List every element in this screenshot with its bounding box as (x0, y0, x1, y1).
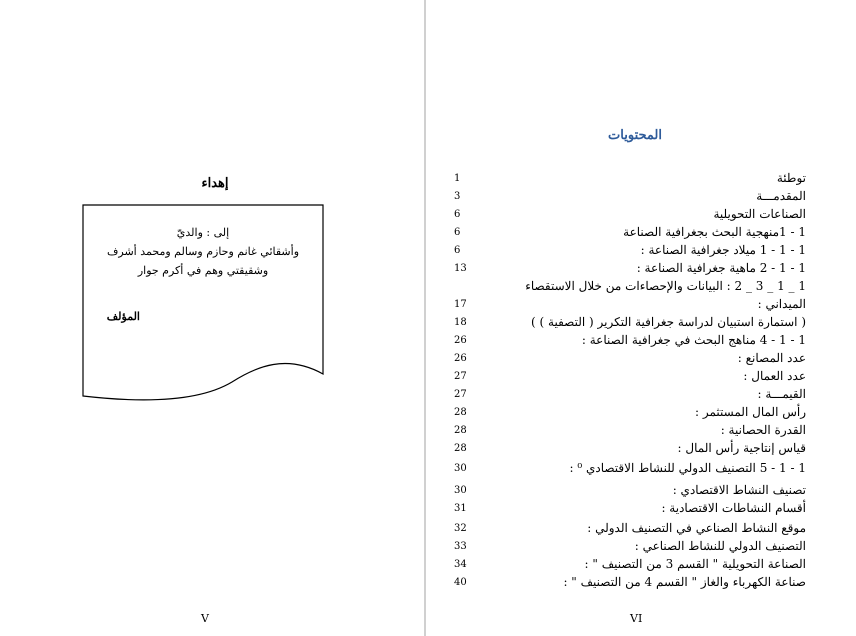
toc-entry (454, 482, 806, 500)
toc-entry (454, 538, 806, 556)
toc-entry (454, 422, 806, 440)
toc-page-number: 34 (454, 559, 467, 570)
toc-entry (454, 278, 806, 296)
toc-label: عدد العمال : (743, 369, 806, 383)
toc-page-number: 26 (454, 353, 467, 364)
toc-page-number: 17 (454, 299, 467, 310)
toc-entry (454, 332, 806, 350)
toc-page-number: 31 (454, 503, 467, 514)
toc-entry (454, 368, 806, 386)
toc-page-number: 28 (454, 425, 467, 436)
toc-page-number: 30 (454, 485, 467, 496)
dedication-author: المؤلف (106, 310, 140, 323)
toc-page-number: 26 (454, 335, 467, 346)
toc-label: توطئة (776, 171, 806, 185)
toc-page-number: 27 (454, 371, 467, 382)
toc-page-number: 18 (454, 317, 467, 328)
toc-page-number: 6 (454, 227, 461, 238)
toc-entry (454, 556, 806, 574)
toc-label: 1 - 1 - 2 ماهية جغرافية الصناعة : (636, 261, 806, 275)
toc-entry (454, 170, 806, 188)
dedication-line-2: وأشقائي غانم وحازم وسالم ومحمد أشرف (106, 245, 300, 258)
toc-entry (454, 296, 806, 314)
toc-entry (454, 350, 806, 368)
toc-page-number: 40 (454, 577, 467, 588)
toc-label: القدرة الحصانية : (720, 423, 806, 437)
dedication-line-3: وشقيقتي وهم في أكرم جوار (137, 264, 269, 277)
toc-entry (454, 242, 806, 260)
toc-page-number: 27 (454, 389, 467, 400)
toc-label: 1 - 1 - 5 التصنيف الدولي للنشاط الاقتصادي ⁰ : (569, 461, 806, 475)
toc-page-number: 30 (454, 463, 467, 474)
toc-entry (454, 460, 806, 478)
toc-label: قياس إنتاجية رأس المال : (677, 441, 806, 455)
toc-label: رأس المال المستثمر : (695, 405, 806, 419)
toc-label: ( استمارة استبيان لدراسة جغرافية التكرير ( التصفية ) ) (531, 315, 806, 329)
toc-label: الميداني : (757, 297, 806, 311)
toc-entry (454, 314, 806, 332)
toc-page-number: 6 (454, 245, 461, 256)
toc-page-number: 28 (454, 443, 467, 454)
dedication-title: إهداء (201, 176, 229, 191)
toc-label: الصناعة التحويلية " القسم 3 من التصنيف " : (584, 557, 806, 571)
page-number-left: V (201, 612, 209, 625)
toc-page-number: 32 (454, 523, 467, 534)
toc-page-number: 6 (454, 209, 461, 220)
toc-page-number: 1 (454, 173, 461, 184)
left-page (0, 0, 424, 636)
toc-label: عدد المصانع : (737, 351, 806, 365)
toc-page-number: 33 (454, 541, 467, 552)
toc-label: 1 _ 1 _ 3 _ 2 : البيانات والإحصاءات من خلال الاستقصاء (525, 279, 806, 293)
toc-label: المقدمـــة (756, 189, 806, 203)
toc-entry (454, 260, 806, 278)
toc-entry (454, 188, 806, 206)
toc-entry (454, 520, 806, 538)
toc-label: أقسام النشاطات الاقتصادية : (661, 501, 806, 515)
toc-entry (454, 574, 806, 592)
dedication-line-1: إلى : والديّ (176, 226, 230, 239)
toc-entry (454, 206, 806, 224)
toc-label: الصناعات التحويلية (713, 207, 806, 221)
toc-label: 1 - 1 - 4 مناهج البحث في جغرافية الصناعة : (581, 333, 806, 347)
toc-title: المحتويات (608, 128, 662, 143)
toc-page-number: 28 (454, 407, 467, 418)
toc-page-number: 13 (454, 263, 467, 274)
toc-page-number: 3 (454, 191, 461, 202)
toc-entry (454, 440, 806, 458)
toc-label: 1 - 1منهجية البحث بجغرافية الصناعة (623, 225, 806, 239)
toc-label: التصنيف الدولي للنشاط الصناعي : (634, 539, 806, 553)
page-number-right: VI (630, 612, 643, 625)
toc-entry (454, 404, 806, 422)
toc-label: تصنيف النشاط الاقتصادي : (672, 483, 806, 497)
toc-label: 1 - 1 - 1 ميلاد جغرافية الصناعة : (640, 243, 806, 257)
toc-label: صناعة الكهرباء والغاز " القسم 4 من التصنيف " : (563, 575, 806, 589)
toc-entry (454, 500, 806, 518)
toc-entry (454, 386, 806, 404)
toc-label: القيمـــة : (757, 387, 806, 401)
toc-label: موقع النشاط الصناعي في التصنيف الدولي : (587, 521, 806, 535)
toc-entry (454, 224, 806, 242)
